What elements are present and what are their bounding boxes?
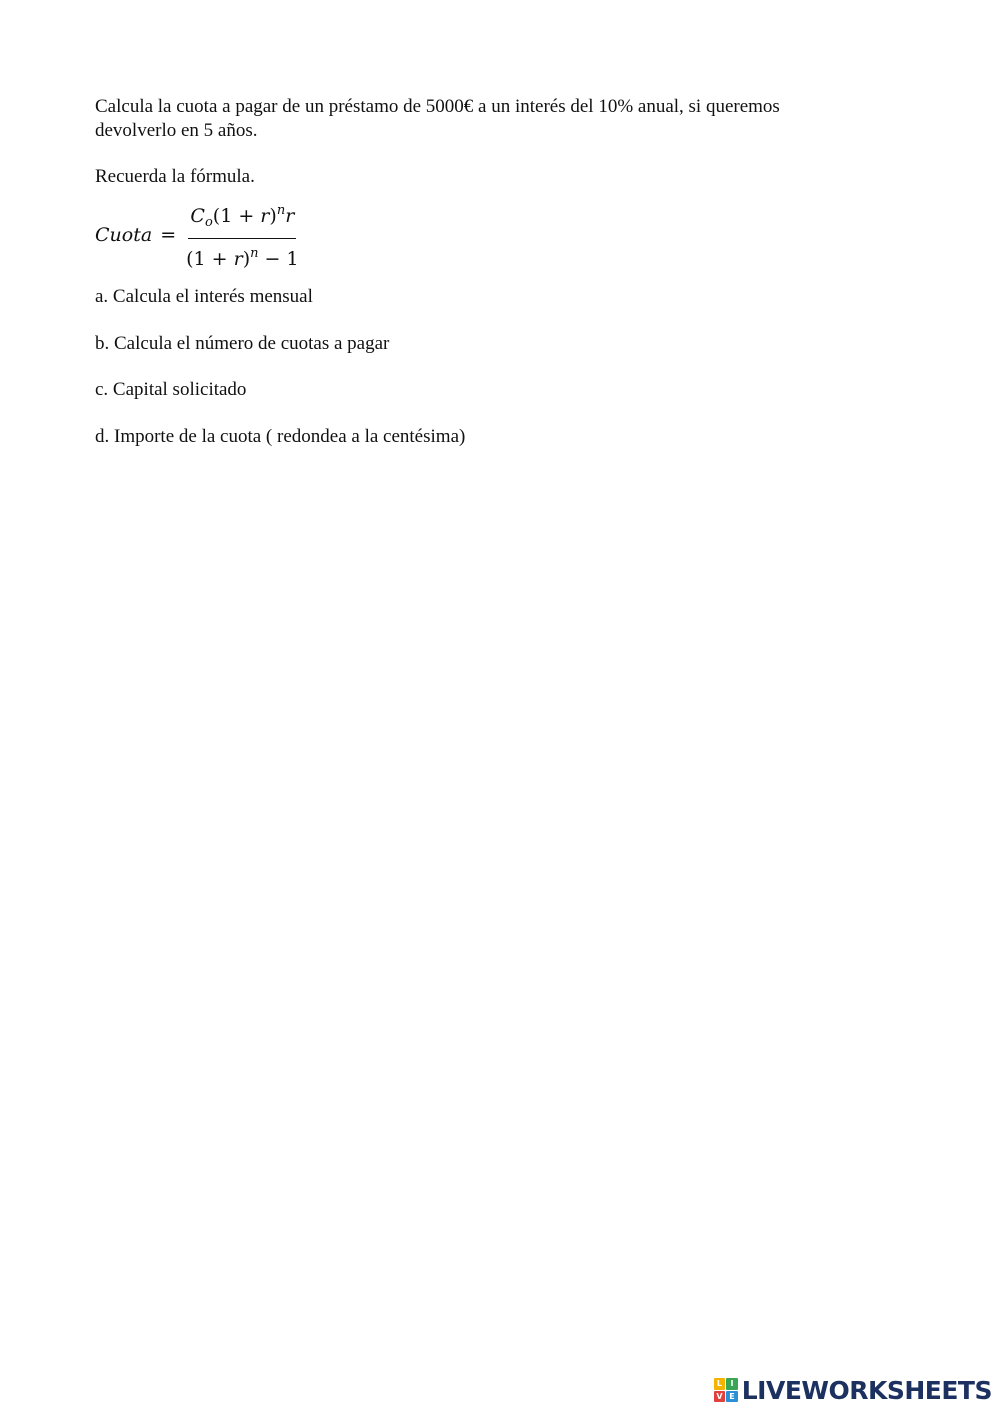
formula-denominator: $(1 + r)^n - 1$: [186, 246, 299, 270]
formula-lhs: Cuota: [95, 224, 153, 246]
question-a: a. Calcula el interés mensual: [95, 286, 313, 307]
logo-tile-i: I: [726, 1378, 738, 1390]
loan-payment-formula: [95, 203, 301, 270]
formula-equals: =: [160, 224, 177, 246]
liveworksheets-logo-icon: [714, 1378, 738, 1402]
question-d: d. Importe de la cuota ( redondea a la centésima): [95, 426, 466, 447]
question-b: b. Calcula el número de cuotas a pagar: [95, 333, 390, 354]
logo-tile-e: E: [726, 1391, 738, 1403]
formula-reminder: Recuerda la fórmula.: [95, 166, 255, 187]
logo-tile-v: V: [714, 1391, 726, 1403]
logo-tile-l: L: [714, 1378, 726, 1390]
formula-numerator: $C_o(1 + r)^nr$: [188, 199, 296, 239]
liveworksheets-watermark: [714, 1373, 992, 1407]
question-c: c. Capital solicitado: [95, 379, 247, 400]
formula-fraction: [184, 199, 300, 271]
problem-line-1: Calcula la cuota a pagar de un préstamo de 5000€ a un interés del 10% anual, si queremos: [95, 96, 780, 117]
brand-name: LIVEWORKSHEETS: [741, 1375, 992, 1405]
problem-statement: [95, 95, 780, 143]
problem-line-2: devolverlo en 5 años.: [95, 120, 258, 141]
